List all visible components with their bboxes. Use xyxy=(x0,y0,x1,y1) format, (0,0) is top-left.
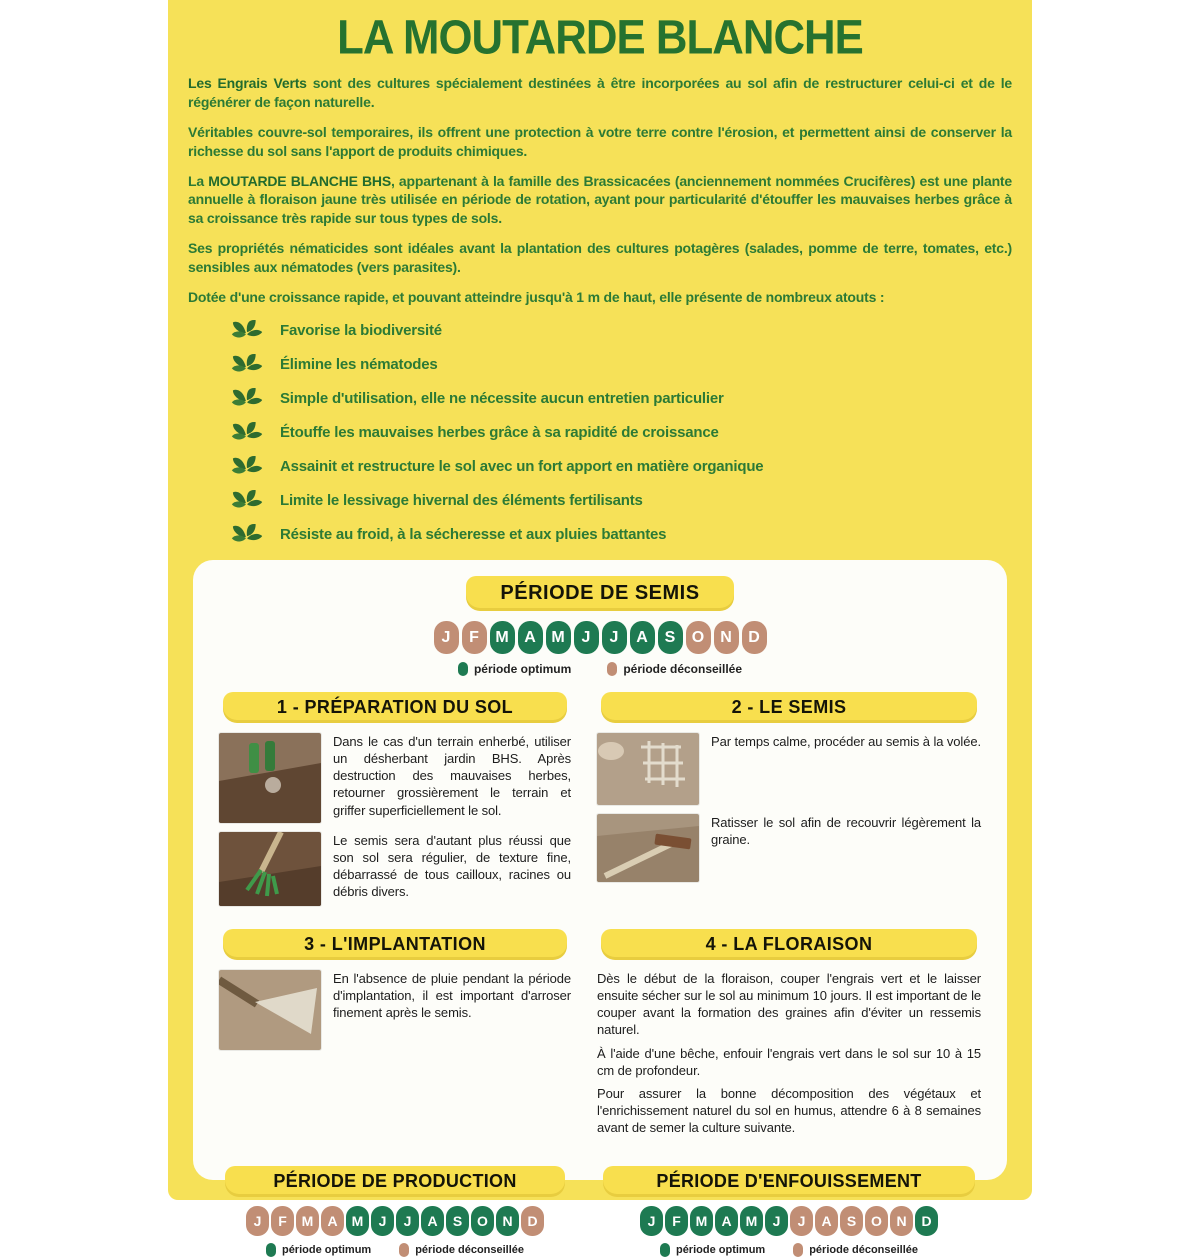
legend-optimum-label: période optimum xyxy=(473,662,572,676)
intro-p1-rest: sont des cultures spécialement destinées à être incorporées au sol afin de restructurer celui-ci et de le régénérer de façon naturelle. xyxy=(188,75,1013,110)
month-chip-2: F xyxy=(665,1206,688,1236)
month-chip-2: F xyxy=(271,1206,294,1236)
month-chip-9: S xyxy=(840,1206,863,1236)
leaf-icon xyxy=(230,454,264,480)
step-3-row-1 xyxy=(219,970,571,1050)
raking-photo xyxy=(597,814,699,882)
semis-period-section xyxy=(193,560,1007,676)
list-item xyxy=(230,488,1032,514)
step-2-text-1: Par temps calme, procéder au semis à la volée. xyxy=(711,734,981,749)
steps-grid xyxy=(193,676,1007,1257)
month-chip-3: M xyxy=(490,621,515,654)
leaf-icon xyxy=(230,386,264,412)
step-4-text xyxy=(597,970,981,1136)
intro-paragraph-4: Ses propriétés nématicides sont idéales avant la plantation des cultures potagères (salades, pomme de terre, tomates, etc.) sensibles aux nématodes (vers parasites). xyxy=(188,240,1012,276)
legend-deconseillee-label: période déconseillée xyxy=(415,1244,525,1257)
leaf-icon xyxy=(230,352,264,378)
month-chip-10: O xyxy=(865,1206,888,1236)
legend-deconseillee xyxy=(793,1243,918,1257)
step-2-section xyxy=(597,692,981,915)
benefit-label: Limite le lessivage hivernal des éléments fertilisants xyxy=(280,492,643,510)
step-4-banner: 4 - LA FLORAISON xyxy=(601,929,977,960)
legend-deconseillee-label: période déconseillée xyxy=(809,1244,919,1257)
intro-paragraph-5: Dotée d'une croissance rapide, et pouvant atteindre jusqu'à 1 m de haut, elle présente de nombreux atouts : xyxy=(188,289,885,306)
month-chip-1: J xyxy=(246,1206,269,1236)
month-chip-3: M xyxy=(296,1206,319,1236)
month-chip-9: S xyxy=(446,1206,469,1236)
deconseillee-dot-icon xyxy=(793,1243,803,1257)
step-4-paragraph-2: À l'aide d'une bêche, enfouir l'engrais vert dans le sol sur 10 à 15 cm de profondeur. xyxy=(597,1045,981,1078)
legend-deconseillee xyxy=(399,1243,524,1257)
step-4-paragraph-1: Dès le début de la floraison, couper l'engrais vert et le laisser ensuite sécher sur le sol au minimum 10 jours. Il est important de le couper avant la formation des graines afin d'éviter un ressemis naturel. xyxy=(597,971,981,1038)
soil-preparation-photo xyxy=(219,733,321,823)
leaf-icon xyxy=(230,522,264,548)
step-2-row-2 xyxy=(597,814,981,882)
page-title: LA MOUTARDE BLANCHE xyxy=(337,9,863,65)
digging-fork-photo xyxy=(219,832,321,906)
month-chip-5: M xyxy=(346,1206,369,1236)
hand-sowing-photo xyxy=(597,733,699,805)
step-1-text-2: Le semis sera d'autant plus réussi que son sol sera régulier, de texture fine, débarrassé de tous cailloux, racines ou débris divers. xyxy=(333,833,571,900)
month-chip-1: J xyxy=(434,621,459,654)
benefit-label: Étouffe les mauvaises herbes grâce à sa rapidité de croissance xyxy=(280,424,719,442)
production-month-row xyxy=(219,1206,571,1236)
step-3-section xyxy=(219,929,571,1142)
intro-paragraph-1 xyxy=(188,74,1012,112)
month-chip-11: N xyxy=(496,1206,519,1236)
legend-optimum xyxy=(660,1243,765,1257)
step-2-text-2: Ratisser le sol afin de recouvrir légèrement la graine. xyxy=(711,815,981,848)
production-period-banner: PÉRIODE DE PRODUCTION xyxy=(225,1166,565,1197)
month-chip-12: D xyxy=(915,1206,938,1236)
benefit-label: Favorise la biodiversité xyxy=(280,322,442,340)
month-chip-4: A xyxy=(715,1206,738,1236)
production-legend xyxy=(219,1243,571,1257)
benefits-list xyxy=(168,318,1032,548)
month-chip-7: J xyxy=(602,621,627,654)
content-panel xyxy=(193,560,1007,1257)
legend-optimum-label: période optimum xyxy=(675,1244,766,1257)
month-chip-8: A xyxy=(815,1206,838,1236)
month-chip-8: A xyxy=(630,621,655,654)
month-chip-10: O xyxy=(686,621,711,654)
month-chip-12: D xyxy=(521,1206,544,1236)
leaf-icon xyxy=(230,318,264,344)
month-chip-5: M xyxy=(546,621,571,654)
enfouissement-period-banner: PÉRIODE D'ENFOUISSEMENT xyxy=(603,1166,975,1197)
month-chip-7: J xyxy=(396,1206,419,1236)
list-item xyxy=(230,454,1032,480)
optimum-dot-icon xyxy=(266,1243,276,1257)
list-item xyxy=(230,318,1032,344)
legend-optimum-label: période optimum xyxy=(281,1244,372,1257)
leaf-icon xyxy=(230,488,264,514)
step-3-banner: 3 - L'IMPLANTATION xyxy=(223,929,567,960)
legend-deconseillee-label: période déconseillée xyxy=(623,662,743,676)
intro-paragraph-3 xyxy=(188,172,1012,229)
optimum-dot-icon xyxy=(660,1243,670,1257)
month-chip-4: A xyxy=(321,1206,344,1236)
list-item xyxy=(230,522,1032,548)
list-item xyxy=(230,352,1032,378)
intro-p1-lead: Les Engrais Verts xyxy=(188,75,307,91)
month-chip-7: J xyxy=(790,1206,813,1236)
month-chip-8: A xyxy=(421,1206,444,1236)
benefit-label: Assainit et restructure le sol avec un fort apport en matière organique xyxy=(280,458,764,476)
month-chip-5: M xyxy=(740,1206,763,1236)
production-period-section xyxy=(219,1166,571,1257)
intro-p3-rest: , appartenant à la famille des Brassicacées (anciennement nommées Crucifères) est une plante annuelle à floraison jaune très utilisée en période de rotation, ayant pour particularité d'étouffer les mauvaises herbes grâce à sa croissance très rapide sur tous types de sols. xyxy=(188,172,1012,227)
leaf-icon xyxy=(230,420,264,446)
legend-optimum xyxy=(266,1243,371,1257)
semis-legend xyxy=(193,662,1007,676)
month-chip-1: J xyxy=(640,1206,663,1236)
step-4-paragraph-3: Pour assurer la bonne décomposition des végétaux et l'enrichissement naturel du sol en humus, attendre 6 à 8 semaines avant de semer la culture suivante. xyxy=(597,1085,981,1136)
month-chip-11: N xyxy=(890,1206,913,1236)
month-chip-2: F xyxy=(462,621,487,654)
step-1-banner: 1 - PRÉPARATION DU SOL xyxy=(223,692,567,723)
intro-p3-lead: La xyxy=(188,172,209,189)
month-chip-12: D xyxy=(742,621,767,654)
step-2-banner: 2 - LE SEMIS xyxy=(601,692,977,723)
intro-paragraph-2: Véritables couvre-sol temporaires, ils offrent une protection à votre terre contre l'érosion, et permettent ainsi de conserver la richesse du sol sans l'apport de produits chimiques. xyxy=(188,123,1012,159)
month-chip-10: O xyxy=(471,1206,494,1236)
list-item xyxy=(230,386,1032,412)
month-chip-6: J xyxy=(371,1206,394,1236)
enfouissement-period-section xyxy=(597,1166,981,1257)
semis-period-banner: PÉRIODE DE SEMIS xyxy=(466,576,733,611)
enfouissement-legend xyxy=(597,1243,981,1257)
benefit-label: Simple d'utilisation, elle ne nécessite aucun entretien particulier xyxy=(280,390,724,408)
watering-photo xyxy=(219,970,321,1050)
month-chip-11: N xyxy=(714,621,739,654)
step-4-section xyxy=(597,929,981,1142)
step-2-row-1 xyxy=(597,733,981,805)
legend-deconseillee xyxy=(607,662,742,676)
month-chip-4: A xyxy=(518,621,543,654)
month-chip-9: S xyxy=(658,621,683,654)
leaflet-sheet xyxy=(168,0,1032,1257)
step-1-row-1 xyxy=(219,733,571,823)
benefit-label: Résiste au froid, à la sécheresse et aux pluies battantes xyxy=(280,526,667,544)
benefit-label: Élimine les nématodes xyxy=(280,356,438,374)
enfouissement-month-row xyxy=(597,1206,981,1236)
deconseillee-dot-icon xyxy=(399,1243,409,1257)
month-chip-3: M xyxy=(690,1206,713,1236)
step-1-section xyxy=(219,692,571,915)
list-item xyxy=(230,420,1032,446)
optimum-dot-icon xyxy=(458,662,468,676)
intro-p3-brand: MOUTARDE BLANCHE BHS xyxy=(208,172,391,189)
semis-month-row xyxy=(193,621,1007,654)
step-1-row-2 xyxy=(219,832,571,906)
month-chip-6: J xyxy=(574,621,599,654)
intro-section xyxy=(168,62,1032,307)
step-3-text-1: En l'absence de pluie pendant la période d'implantation, il est important d'arroser finement après le semis. xyxy=(333,971,571,1021)
step-1-text-1: Dans le cas d'un terrain enherbé, utiliser un désherbant jardin BHS. Après destruction des mauvaises herbes, retourner grossièrement le terrain et griffer superficiellement le sol. xyxy=(333,734,571,818)
deconseillee-dot-icon xyxy=(607,662,617,676)
month-chip-6: J xyxy=(765,1206,788,1236)
legend-optimum xyxy=(458,662,571,676)
